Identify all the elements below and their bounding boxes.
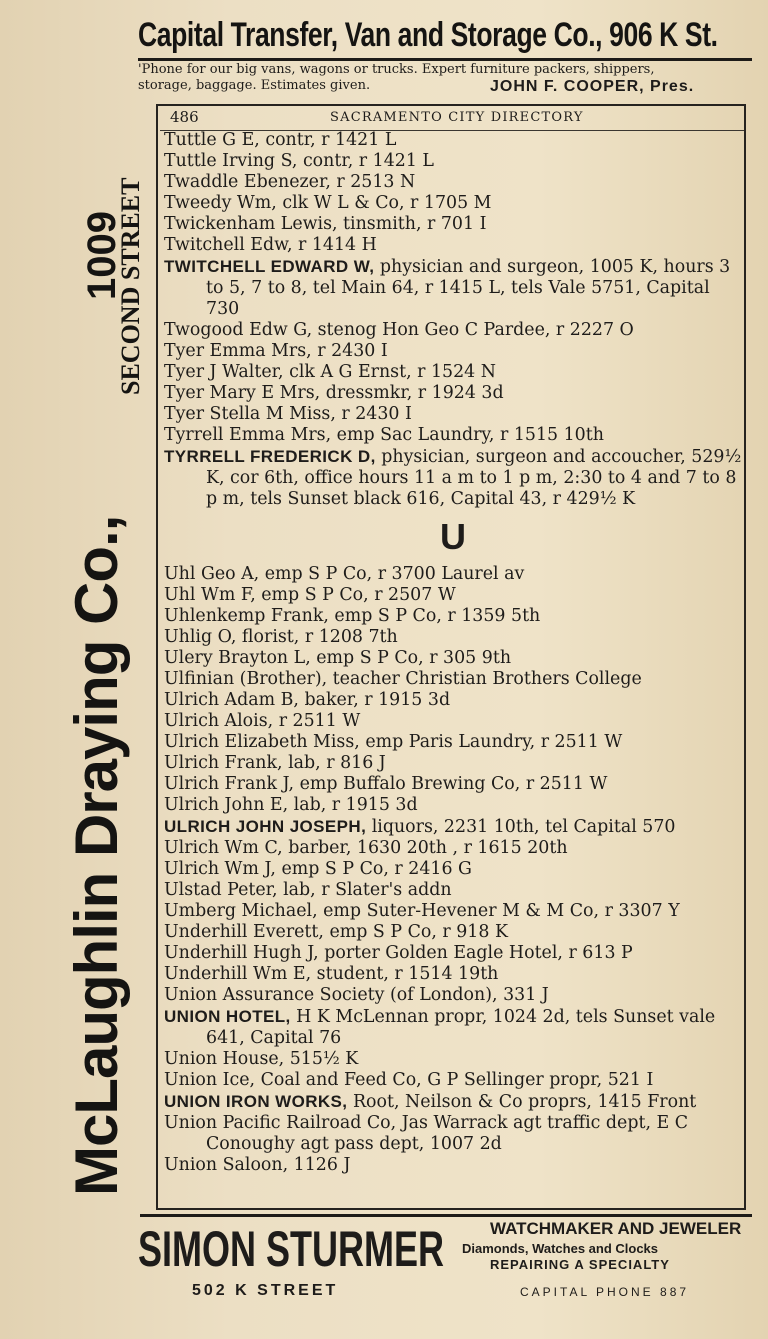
directory-entry: [164, 235, 742, 256]
entry-name-bold: ULRICH JOHN JOSEPH,: [164, 817, 367, 836]
entry-text: Twickenham Lewis, tinsmith, r 701 I: [164, 214, 487, 234]
directory-entry: [164, 1155, 742, 1176]
header-ad-line1: 'Phone for our big vans, wagons or trucks. Expert furniture packers, shippers,: [138, 62, 655, 77]
entry-text: Root, Neilson & Co proprs, 1415 Front: [347, 1092, 697, 1112]
footer-ad-goods: Diamonds, Watches and Clocks: [462, 1241, 659, 1256]
directory-entry: [164, 256, 742, 320]
entry-text: Tweedy Wm, clk W L & Co, r 1705 M: [164, 193, 492, 213]
directory-entry: [164, 985, 742, 1006]
entry-name-bold: TWITCHELL EDWARD W,: [164, 257, 375, 276]
entry-text: Underhill Wm E, student, r 1514 19th: [164, 964, 499, 984]
footer-ad-address: 502 K STREET: [192, 1282, 339, 1299]
side-ad-number: 1009: [80, 211, 124, 300]
frame-left-rule: [156, 104, 158, 1209]
directory-entry: [164, 859, 742, 880]
page-number: 486: [170, 108, 199, 126]
directory-entry: [164, 1070, 742, 1091]
directory-entry: [164, 172, 742, 193]
entry-text: Tyer J Walter, clk A G Ernst, r 1524 N: [164, 362, 496, 382]
entry-text: Tuttle G E, contr, r 1421 L: [164, 130, 397, 150]
entry-text: physician, surgeon and accoucher, 529½ K, cor 6th, office hours 11 a m to 1 p m, 2:30 to 4 and 7 to 8 p m, tels Sunset black 616, Capital 43, r 429½ K: [206, 447, 742, 509]
entry-text: Ulrich Wm J, emp S P Co, r 2416 G: [164, 859, 472, 879]
directory-entry: [164, 383, 742, 404]
directory-entry: [164, 320, 742, 341]
directory-entry: [164, 446, 742, 510]
directory-entry: [164, 880, 742, 901]
directory-entry: [164, 404, 742, 425]
entry-text: H K McLennan propr, 1024 2d, tels Sunset vale 641, Capital 76: [206, 1007, 716, 1048]
directory-entry: [164, 1091, 742, 1113]
header-ad-president: JOHN F. COOPER, Pres.: [490, 78, 695, 95]
entry-name-bold: UNION IRON WORKS,: [164, 1092, 348, 1111]
entry-text: Tyer Stella M Miss, r 2430 I: [164, 404, 412, 424]
frame-bottom-rule: [156, 1208, 746, 1210]
directory-entry: [164, 901, 742, 922]
entry-text: Ulrich Frank J, emp Buffalo Brewing Co, r 2511 W: [164, 774, 608, 794]
entry-text: Uhlenkemp Frank, emp S P Co, r 1359 5th: [164, 606, 541, 626]
directory-entry: [164, 690, 742, 711]
entry-text: Ulrich Elizabeth Miss, emp Paris Laundry, r 2511 W: [164, 732, 623, 752]
directory-entry: [164, 214, 742, 235]
entry-text: Underhill Hugh J, porter Golden Eagle Hotel, r 613 P: [164, 943, 633, 963]
entry-name-bold: TYRRELL FREDERICK D,: [164, 447, 376, 466]
footer-ad-phone: CAPITAL PHONE 887: [520, 1285, 690, 1299]
entries-top: [164, 130, 742, 510]
entry-text: Umberg Michael, emp Suter-Hevener M & M Co, r 3307 Y: [164, 901, 680, 921]
directory-entry: [164, 585, 742, 606]
entry-text: Ulrich Adam B, baker, r 1915 3d: [164, 690, 451, 710]
directory-entry: [164, 732, 742, 753]
entry-name-bold: UNION HOTEL,: [164, 1007, 291, 1026]
entry-text: Union Saloon, 1126 J: [164, 1155, 351, 1175]
side-ad-company: McLaughlin Draying Co.,: [63, 515, 130, 1196]
directory-entry: [164, 816, 742, 838]
directory-entry: [164, 669, 742, 690]
entry-text: Uhl Wm F, emp S P Co, r 2507 W: [164, 585, 456, 605]
directory-entry: [164, 795, 742, 816]
frame-top-rule: [158, 104, 746, 106]
footer-ad-specialty: REPAIRING A SPECIALTY: [490, 1257, 670, 1272]
directory-entry: [164, 564, 742, 585]
entry-text: Ulrich John E, lab, r 1915 3d: [164, 795, 418, 815]
directory-entry: [164, 606, 742, 627]
entry-text: Ulfinian (Brother), teacher Christian Brothers College: [164, 669, 642, 689]
entry-text: Ulery Brayton L, emp S P Co, r 305 9th: [164, 648, 512, 668]
directory-entry: [164, 151, 742, 172]
frame-right-rule: [744, 104, 746, 1209]
directory-entry: [164, 627, 742, 648]
running-head: SACRAMENTO CITY DIRECTORY: [330, 110, 584, 125]
directory-entry: [164, 711, 742, 732]
entry-text: liquors, 2231 10th, tel Capital 570: [366, 817, 676, 837]
directory-entry: [164, 193, 742, 214]
directory-entry: [164, 1049, 742, 1070]
header-ad-title: Capital Transfer, Van and Storage Co., 906 K St.: [138, 16, 718, 54]
side-ad-street: SECOND STREET: [116, 177, 145, 395]
directory-entry: [164, 362, 742, 383]
directory-entry: [164, 1113, 742, 1155]
entry-text: physician and surgeon, 1005 K, hours 3 to 5, 7 to 8, tel Main 64, r 1415 L, tels Vale 5751, Capital 730: [206, 257, 731, 319]
footer-rule: [140, 1214, 752, 1217]
directory-entry: [164, 341, 742, 362]
directory-entry: [164, 1006, 742, 1049]
directory-entry: [164, 922, 742, 943]
entry-text: Uhl Geo A, emp S P Co, r 3700 Laurel av: [164, 564, 525, 584]
entry-text: Union Assurance Society (of London), 331 J: [164, 985, 549, 1005]
entry-text: Twogood Edw G, stenog Hon Geo C Pardee, r 2227 O: [164, 320, 634, 340]
entry-text: Tyrrell Emma Mrs, emp Sac Laundry, r 1515 10th: [164, 425, 604, 445]
entry-text: Underhill Everett, emp S P Co, r 918 K: [164, 922, 508, 942]
entry-text: Twaddle Ebenezer, r 2513 N: [164, 172, 416, 192]
directory-entry: [164, 648, 742, 669]
directory-entry: [164, 838, 742, 859]
entry-text: Union Ice, Coal and Feed Co, G P Sellinger propr, 521 I: [164, 1070, 654, 1090]
entry-text: Twitchell Edw, r 1414 H: [164, 235, 377, 255]
entry-text: Uhlig O, florist, r 1208 7th: [164, 627, 398, 647]
entry-text: Ulstad Peter, lab, r Slater's addn: [164, 880, 452, 900]
entry-text: Union House, 515½ K: [164, 1049, 359, 1069]
directory-entry: [164, 774, 742, 795]
header-ad-line2: storage, baggage. Estimates given.: [138, 78, 371, 93]
letter-heading: U: [440, 516, 466, 557]
directory-entry: [164, 130, 742, 151]
directory-entry: [164, 425, 742, 446]
directory-entry: [164, 753, 742, 774]
directory-entry: [164, 943, 742, 964]
entry-text: Ulrich Frank, lab, r 816 J: [164, 753, 386, 773]
directory-entries: [164, 130, 742, 1176]
footer-ad-trade: WATCHMAKER AND JEWELER: [490, 1219, 742, 1238]
entry-text: Ulrich Alois, r 2511 W: [164, 711, 361, 731]
entry-text: Ulrich Wm C, barber, 1630 20th , r 1615 20th: [164, 838, 568, 858]
entry-text: Tuttle Irving S, contr, r 1421 L: [164, 151, 434, 171]
entry-text: Tyer Emma Mrs, r 2430 I: [164, 341, 388, 361]
entry-text: Tyer Mary E Mrs, dressmkr, r 1924 3d: [164, 383, 504, 403]
entry-text: Union Pacific Railroad Co, Jas Warrack agt traffic dept, E C Conoughy agt pass dept, 1007 2d: [164, 1113, 689, 1154]
directory-entry: [164, 964, 742, 985]
entries-bottom: [164, 564, 742, 1176]
footer-ad-name: SIMON STURMER: [138, 1221, 444, 1277]
